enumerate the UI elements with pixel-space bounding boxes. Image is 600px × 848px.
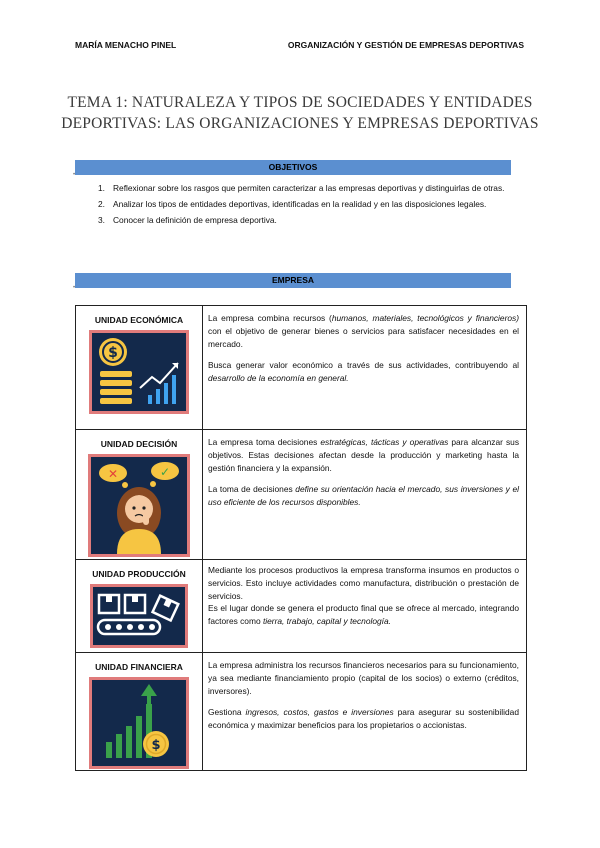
- text-run: La toma de decisiones: [208, 484, 296, 495]
- table-cell-label: [76, 560, 203, 653]
- title-line-2: DEPORTIVAS: LAS ORGANIZACIONES Y EMPRESAS DEPORTIVAS: [61, 115, 539, 132]
- header-author: MARÍA MENACHO PINEL: [75, 40, 177, 50]
- list-item-text: Analizar los tipos de entidades deportivas, identificadas en la realidad y en las disposiciones legales.: [113, 199, 487, 210]
- table-cell-label: [76, 653, 203, 771]
- table-row: [76, 306, 527, 430]
- list-item-text: Reflexionar sobre los rasgos que permiten caracterizar a las empresas deportivas y distinguirlas de otras.: [113, 183, 505, 193]
- italic-text-run: humanos, materiales, tecnológicos y financieros): [331, 313, 519, 323]
- text-run: La empresa administra los recursos financieros necesarios para su funcionamiento, ya sea mediante financiamiento propio (capital de los socios) o externo (créditos, inversores).: [208, 660, 519, 696]
- text-run: para asegurar su sostenibilidad económica y maximizar beneficios para los propietarios o accionistas.: [208, 707, 519, 731]
- italic-text-run: ingresos, costos, gastos e inversiones: [245, 707, 394, 718]
- header-subject: ORGANIZACIÓN Y GESTIÓN DE EMPRESAS DEPORTIVAS: [287, 40, 524, 50]
- text-run: Es el lugar donde se genera el producto final que se ofrece al mercado, integrando factores como: [208, 603, 519, 627]
- svg-text:✕: ✕: [107, 467, 119, 481]
- coin-growth-chart-icon: [89, 330, 189, 414]
- list-item-number: 3.: [98, 215, 105, 226]
- table-cell-description: [203, 430, 527, 560]
- row-label: UNIDAD PRODUCCIÓN: [92, 569, 186, 579]
- list-item-text: Conocer la definición de empresa deportiva.: [113, 215, 277, 226]
- table-row: [76, 560, 527, 653]
- table-row: [76, 653, 527, 771]
- description-paragraph: [208, 436, 519, 474]
- page-title: [40, 92, 560, 134]
- table-cell-description: [203, 306, 527, 430]
- description-paragraph: [208, 483, 519, 509]
- italic-text-run: estratégicas, tácticas y operativas: [320, 437, 449, 447]
- text-run: La empresa combina recursos (: [208, 313, 332, 323]
- bullet-marker: •: [73, 172, 76, 178]
- table-cell-label: [76, 430, 203, 560]
- confused-woman-decision-icon: [88, 454, 190, 557]
- list-item: [75, 213, 527, 227]
- text-run: La empresa toma decisiones: [208, 437, 321, 447]
- text-run: Mediante los procesos productivos la empresa transforma insumos en productos o servicios. Esto incluye actividades como manufactura, distribución o prestación de servicios.: [208, 565, 519, 601]
- list-item: [75, 181, 527, 195]
- description-paragraph: [208, 564, 519, 602]
- empresa-table: [75, 305, 527, 771]
- row-label: UNIDAD DECISIÓN: [100, 439, 178, 449]
- table-row: [76, 430, 527, 560]
- table-cell-label: [76, 306, 203, 430]
- list-item: [75, 197, 527, 211]
- list-item-number: 1.: [98, 183, 105, 193]
- italic-text-run: desarrollo de la economía en general.: [208, 373, 349, 384]
- italic-text-run: define su orientación hacia el mercado, sus inversiones y el uso eficiente de los recursos disponibles.: [208, 484, 519, 508]
- svg-text:✓: ✓: [159, 465, 171, 479]
- table-cell-description: [203, 653, 527, 771]
- italic-text-run: tierra, trabajo, capital y tecnología.: [262, 616, 391, 627]
- list-item-number: 2.: [98, 199, 105, 210]
- bullet-marker: •: [73, 285, 76, 291]
- money-growth-bars-icon: [89, 677, 189, 769]
- text-run: Gestiona: [208, 707, 246, 718]
- table-cell-description: [203, 560, 527, 653]
- row-label: UNIDAD FINANCIERA: [95, 662, 183, 672]
- description-paragraph: [208, 359, 519, 385]
- text-run: Busca generar valor económico a través de sus actividades, contribuyendo al: [208, 360, 519, 371]
- objetivos-heading: OBJETIVOS: [75, 160, 511, 175]
- description-paragraph: [208, 602, 519, 628]
- text-run: para alcanzar sus objetivos. Estas decisiones afectan desde la producción y marketing hasta la gestión financiera y la expansión.: [208, 437, 520, 473]
- svg-text:$: $: [151, 738, 161, 753]
- description-paragraph: [208, 659, 519, 697]
- row-label: UNIDAD ECONÓMICA: [94, 315, 184, 325]
- text-run: con el objetivo de generar bienes o servicios para satisfacer necesidades en el mercado.: [208, 325, 519, 349]
- description-paragraph: [208, 706, 519, 732]
- svg-text:$: $: [108, 345, 118, 361]
- empresa-heading: EMPRESA: [75, 273, 511, 288]
- description-paragraph: [208, 312, 519, 350]
- conveyor-boxes-icon: [90, 584, 188, 648]
- title-line-1: TEMA 1: NATURALEZA Y TIPOS DE SOCIEDADES Y ENTIDADES: [67, 94, 533, 111]
- objetivos-list: [75, 181, 527, 230]
